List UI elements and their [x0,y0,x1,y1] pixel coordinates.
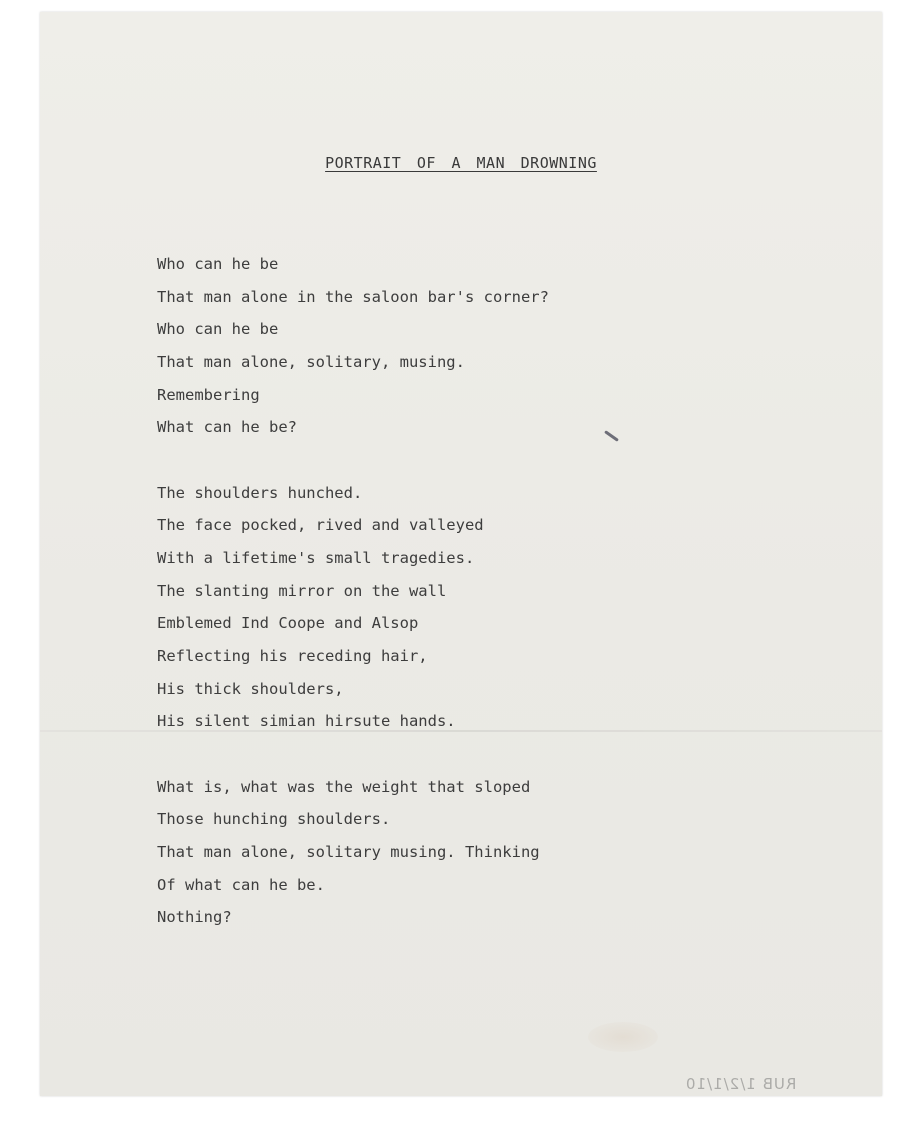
poem-line: Who can he be [157,320,279,339]
poem-line: That man alone in the saloon bar's corner? [157,287,549,306]
poem-line: Reflecting his receding hair, [157,647,428,666]
poem-title-text: PORTRAIT OF A MAN DROWNING [325,154,597,172]
paper-stain [588,1022,658,1052]
poem-line: Nothing? [157,908,232,927]
poem-line: Of what can he be. [157,875,325,894]
poem-line: Emblemed Ind Coope and Alsop [157,614,419,633]
poem-line: That man alone, solitary musing. Thinking [157,843,540,861]
pencil-note: RUB 1/2/1/10 [685,1075,797,1093]
poem-line: What can he be? [157,418,297,437]
poem-line: With a lifetime's small tragedies. [157,549,475,567]
poem-line: What is, what was the weight that sloped [157,777,531,796]
poem-line: The shoulders hunched. [157,483,363,502]
poem-line: The slanting mirror on the wall [157,581,447,600]
typed-page [40,12,882,1096]
stanza-1 [157,252,757,448]
poem-title [40,154,882,172]
poem-line: Remembering [157,385,260,404]
stanza-3 [157,775,757,938]
poem-line: His silent simian hirsute hands. [157,712,456,731]
poem-line: Who can he be [157,255,279,273]
poem-body [157,252,757,971]
poem-line: Those hunching shoulders. [157,810,391,829]
poem-line: That man alone, solitary, musing. [157,353,465,372]
poem-line: The face pocked, rived and valleyed [157,516,484,535]
poem-line: His thick shoulders, [157,679,344,698]
stanza-2 [157,481,757,743]
